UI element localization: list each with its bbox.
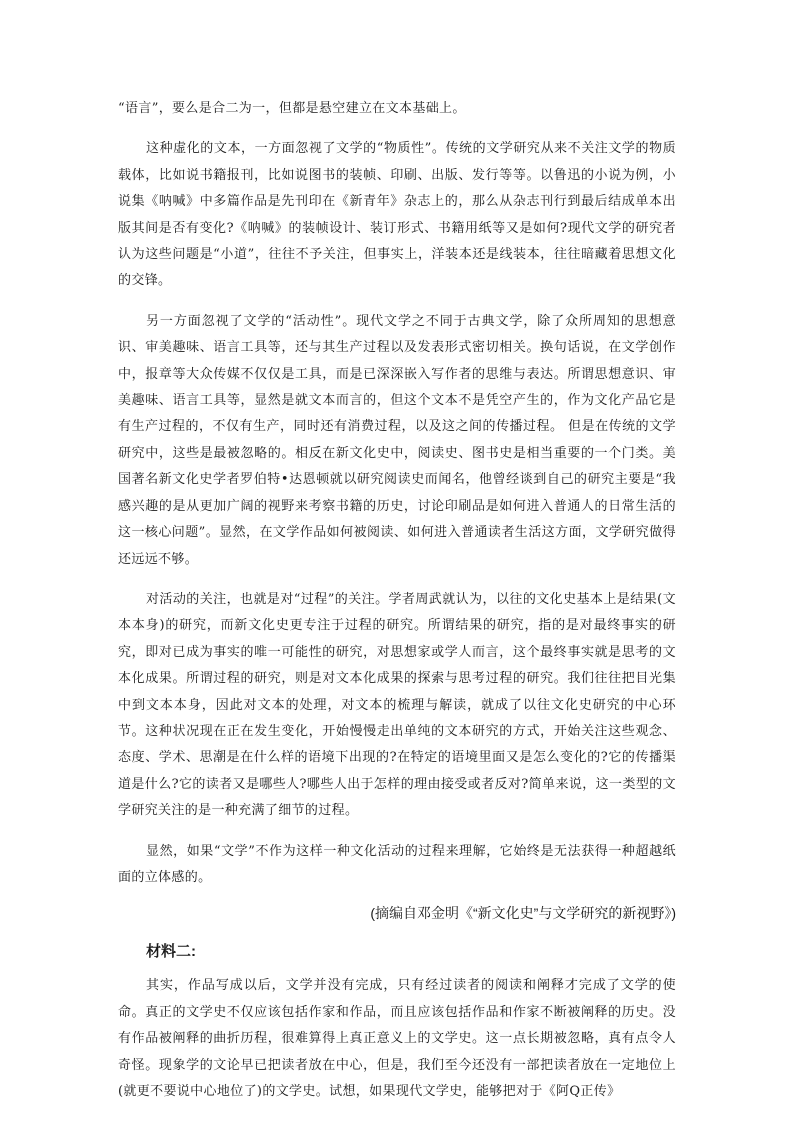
document-body: [118, 96, 676, 1105]
paragraph-2: 这种虚化的文本，一方面忽视了文学的“物质性”。传统的文学研究从来不关注文学的物质载体，比如说书籍报刊，比如说图书的装帧、印刷、出版、发行等等。以鲁迅的小说为例，小说集《呐喊》中多篇作品是先刊印在《新青年》杂志上的，那么从杂志刊行到最后结成单本出版其间是否有变化?《呐喊》的装帧设计、装订形式、书籍用纸等又是如何?现代文学的研究者认为这些问题是“小道”，往往不予关注，但事实上，洋装本还是线装本，往往暗藏着思想文化的交锋。: [118, 141, 676, 289]
paragraph-6: 其实，作品写成以后，文学并没有完成，只有经过读者的阅读和阐释才完成了文学的使命。真正的文学史不仅应该包括作家和作品，而且应该包括作品和作家不断被阐释的历史。没有作品被阐释的曲折历程，很难算得上真正意义上的文学史。这一点长期被忽略，真有点令人奇怪。现象学的文论早已把读者放在中心，但是，我们至今还没有一部把读者放在一定地位上(就更不要说中心地位了)的文学史。试想，如果现代文学史，能够把对于《阿Q正传》: [118, 978, 676, 1099]
paragraph-4: 对活动的关注，也就是对“过程”的关注。学者周武就认为，以往的文化史基本上是结果(文本本身)的研究，而新文化史更专注于过程的研究。所谓结果的研究，指的是对最终事实的研究，即对已成为事实的唯一可能性的研究，对思想家或学人而言，这个最终事实就是思考的文本化成果。所谓过程的研究，则是对文本化成果的探索与思考过程的研究。我们往往把目光集中到文本本身，因此对文本的处理，对文本的梳理与解读，就成了以往文化史研究的中心环节。这种状况现在正在发生变化，开始慢慢走出单纯的文本研究的方式，开始关注这些观念、态度、学术、思潮是在什么样的语境下出现的?在特定的语境里面又是怎么变化的?它的传播渠道是什么?它的读者又是哪些人?哪些人出于怎样的理由接受或者反对?简单来说，这一类型的文学研究关注的是一种充满了细节的过程。: [118, 591, 676, 819]
source-citation: (摘编自邓金明《“新文化史”与文学研究的新视野》): [370, 905, 676, 922]
paragraph-3: 另一方面忽视了文学的“活动性”。现代文学之不同于古典文学，除了众所周知的思想意识、审美趣味、语言工具等，还与其生产过程以及发表形式密切相关。换句话说，在文学创作中，报章等大众传媒不仅仅是工具，而是已深深嵌入写作者的思维与表达。所谓思想意识、审美趣味、语言工具等，显然是就文本而言的，但这个文本不是凭空产生的，作为文化产品它是有生产过程的，不仅有生产，同时还有消费过程，以及这之间的传播过程。 但是在传统的文学研究中，这些是最被忽略的。相反在新文化史中，阅读史、图书史是相当重要的一个门类。美国著名新文化史学者罗伯特•达恩顿就以研究阅读史而闻名，他曾经谈到自己的研究主要是“我感兴趣的是从更加广阔的视野来考察书籍的历史，讨论印刷品是如何进入普通人的日常生活的这一核心问题”。显然，在文学作品如何被阅读、如何进入普通读者生活这方面，文学研究做得还远远不够。: [118, 313, 676, 567]
section-heading: 材料二:: [146, 943, 196, 961]
paragraph-1: “语言”，要么是合二为一，但都是悬空建立在文本基础上。: [118, 101, 466, 116]
paragraph-gap: [118, 573, 676, 587]
paragraph-5: 显然，如果“文学”不作为这样一种文化活动的过程来理解，它始终是无法获得一种超越纸面的立体感的。: [118, 843, 676, 885]
paragraph-gap: [118, 295, 676, 309]
paragraph-gap: [118, 825, 676, 839]
paragraph-gap: [118, 122, 676, 136]
